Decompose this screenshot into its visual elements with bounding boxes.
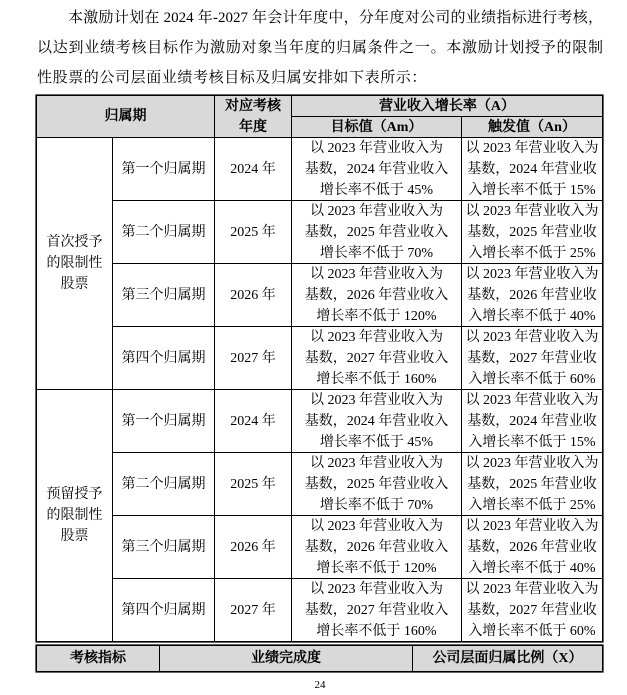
target-value-cell: 以 2023 年营业收入为 基数，2025 年营业收入 增长率不低于 70%	[292, 201, 462, 264]
assessment-table-header	[36, 645, 603, 672]
target-value-cell: 以 2023 年营业收入为 基数，2026 年营业收入 增长率不低于 120%	[292, 516, 462, 579]
period-cell: 第三个归属期	[113, 516, 215, 579]
intro-paragraph	[37, 3, 603, 93]
target-value-cell: 以 2023 年营业收入为 基数，2024 年营业收入 增长率不低于 45%	[292, 138, 462, 201]
trigger-value-cell: 以 2023 年营业收入为 基数，2024 年营业收 入增长率不低于 15%	[462, 390, 603, 453]
trigger-value-cell: 以 2023 年营业收入为 基数，2027 年营业收 入增长率不低于 60%	[462, 579, 603, 642]
year-cell: 2024 年	[215, 138, 292, 201]
header-assessment-indicator: 考核指标	[37, 646, 160, 672]
group-label-initial-grant: 首次授予 的限制性 股票	[37, 138, 113, 390]
year-cell: 2027 年	[215, 579, 292, 642]
intro-line: 性股票的公司层面业绩考核目标及归属安排如下表所示：	[37, 70, 428, 86]
year-cell: 2025 年	[215, 453, 292, 516]
header-vesting-ratio: 公司层面归属比例（X）	[413, 646, 603, 672]
period-cell: 第四个归属期	[113, 579, 215, 642]
period-cell: 第一个归属期	[113, 138, 215, 201]
target-value-cell: 以 2023 年营业收入为 基数，2027 年营业收入 增长率不低于 160%	[292, 327, 462, 390]
target-value-cell: 以 2023 年营业收入为 基数，2025 年营业收入 增长率不低于 70%	[292, 453, 462, 516]
header-vesting-period: 归属期	[37, 96, 215, 138]
header-revenue-growth: 营业收入增长率（A）	[292, 96, 603, 117]
target-value-cell: 以 2023 年营业收入为 基数，2024 年营业收入 增长率不低于 45%	[292, 390, 462, 453]
header-trigger-value: 触发值（An）	[462, 117, 603, 138]
trigger-value-cell: 以 2023 年营业收入为 基数，2025 年营业收 入增长率不低于 25%	[462, 453, 603, 516]
trigger-value-cell: 以 2023 年营业收入为 基数，2025 年营业收 入增长率不低于 25%	[462, 201, 603, 264]
page-number: 24	[314, 679, 326, 691]
header-assessment-year: 对应考核 年度	[215, 96, 292, 138]
intro-line: 以达到业绩考核目标作为激励对象当年度的归属条件之一。本激励计划授予的限制	[37, 40, 603, 56]
year-cell: 2024 年	[215, 390, 292, 453]
period-cell: 第一个归属期	[113, 390, 215, 453]
intro-line: 本激励计划在 2024 年-2027 年会计年度中，分年度对公司的业绩指标进行考核，	[68, 10, 603, 26]
year-cell: 2026 年	[215, 516, 292, 579]
trigger-value-cell: 以 2023 年营业收入为 基数，2026 年营业收 入增长率不低于 40%	[462, 516, 603, 579]
trigger-value-cell: 以 2023 年营业收入为 基数，2024 年营业收 入增长率不低于 15%	[462, 138, 603, 201]
group-label-reserved-grant: 预留授予 的限制性 股票	[37, 390, 113, 642]
target-value-cell: 以 2023 年营业收入为 基数，2026 年营业收入 增长率不低于 120%	[292, 264, 462, 327]
vesting-schedule-table	[36, 95, 603, 642]
year-cell: 2025 年	[215, 201, 292, 264]
trigger-value-cell: 以 2023 年营业收入为 基数，2027 年营业收 入增长率不低于 60%	[462, 327, 603, 390]
year-cell: 2027 年	[215, 327, 292, 390]
year-cell: 2026 年	[215, 264, 292, 327]
period-cell: 第二个归属期	[113, 201, 215, 264]
header-performance-completion: 业绩完成度	[160, 646, 413, 672]
target-value-cell: 以 2023 年营业收入为 基数，2027 年营业收入 增长率不低于 160%	[292, 579, 462, 642]
header-target-value: 目标值（Am）	[292, 117, 462, 138]
trigger-value-cell: 以 2023 年营业收入为 基数，2026 年营业收 入增长率不低于 40%	[462, 264, 603, 327]
period-cell: 第二个归属期	[113, 453, 215, 516]
period-cell: 第四个归属期	[113, 327, 215, 390]
period-cell: 第三个归属期	[113, 264, 215, 327]
